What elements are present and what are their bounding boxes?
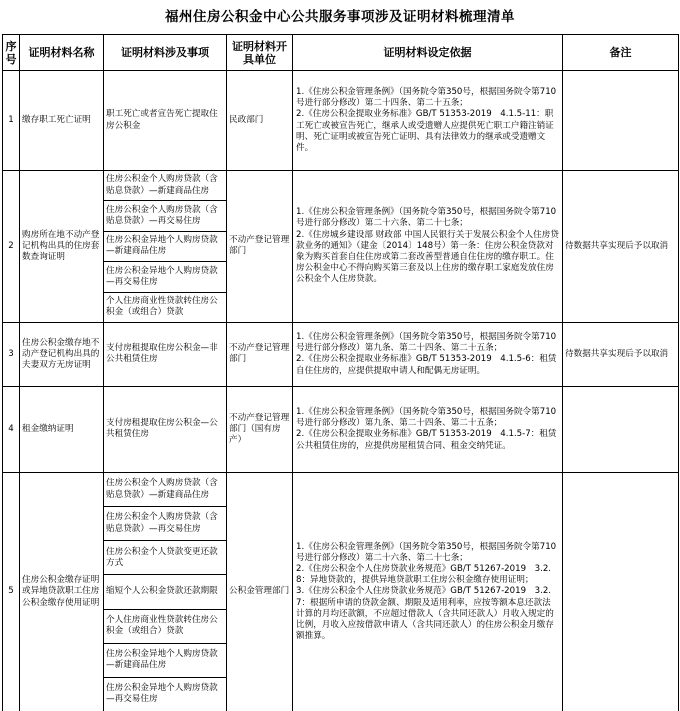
header-remark: 备注 [563,35,679,71]
row-matter: 住房公积金个人购房贷款（含贴息贷款）—再交易住房 [104,507,227,541]
row-matter: 缩短个人公积金贷款还款期限 [104,575,227,609]
header-basis: 证明材料设定依据 [293,35,563,71]
row-seq: 5 [3,472,20,711]
row-material: 住房公积金缴存地不动产登记机构出具的夫妻双方无房证明 [20,322,104,386]
row-issuer: 民政部门 [227,71,293,171]
row-issuer: 不动产登记管理部门（国有房产） [227,386,293,472]
header-material: 证明材料名称 [20,35,104,71]
row-issuer: 公积金管理部门 [227,472,293,711]
row-remark [563,386,679,472]
row-issuer: 不动产登记管理部门 [227,171,293,323]
materials-table [2,34,679,711]
row-matter: 住房公积金个人购房贷款（含贴息贷款）—新建商品住房 [104,171,227,201]
row-basis: 1.《住房公积金管理条例》（国务院令第350号，根据国务院令第710号进行部分修改）第九条、第二十四条、第二十五条； 2.《住房公积金提取业务标准》GB/T 51353-2019 4.1.5-6：租赁自住住房的，应提供提取申请人和配偶无房证明。 [293,322,563,386]
header-issuer: 证明材料开具单位 [227,35,293,71]
row-basis: 1.《住房公积金管理条例》（国务院令第350号，根据国务院令第710号进行部分修改）第九条、第二十四条、第二十五条； 2.《住房公积金提取业务标准》GB/T 51353-2019 4.1.5-7：租赁公共租赁住房的，应提供房屋租赁合同、租金交纳凭证。 [293,386,563,472]
row-basis: 1.《住房公积金管理条例》（国务院令第350号，根据国务院令第710号进行部分修改）第二十四条、第二十五条； 2.《住房公积金提取业务标准》GB/T 51353-2019 4.1.5-11：职工死亡或被宣告死亡，继承人或受遗赠人应提供死亡职工户籍注销证明、死亡证明或被宣告死亡证明、具有法律效力的继承或受遗赠文件。 [293,71,563,171]
row-matter: 住房公积金个人贷款变更还款方式 [104,541,227,575]
row-basis: 1.《住房公积金管理条例》（国务院令第350号，根据国务院令第710号进行部分修改）第二十六条、第二十七条； 2.《住房城乡建设部 财政部 中国人民银行关于发展公积金个人住房贷款业务的通知》（建金〔2014〕148号）第一条：住房公积金贷款对象为购买首套自住住房或第二套改善型普通自住住房的缴存职工。住房公积金中心不得向购买第三套及以上住房的缴存职工家庭发放住房公积金个人住房贷款。 [293,171,563,323]
header-seq: 序号 [3,35,20,71]
table-row [3,171,679,201]
page-title: 福州住房公积金中心公共服务事项涉及证明材料梳理清单 [165,9,515,25]
row-matter: 个人住房商业性贷款转住房公积金（或组合）贷款 [104,609,227,643]
table-row [3,472,679,506]
row-matter: 支付房租提取住房公积金—公共租赁住房 [104,386,227,472]
row-material: 购房所在地不动产登记机构出具的住房套数查询证明 [20,171,104,323]
table-row [3,322,679,386]
row-remark: 待数据共享实现后予以取消 [563,171,679,323]
row-material: 租金缴纳证明 [20,386,104,472]
row-matter: 住房公积金个人购房贷款（含贴息贷款）—新建商品住房 [104,472,227,506]
row-remark: 待数据共享实现后予以取消 [563,322,679,386]
table-row [3,71,679,171]
row-matter: 住房公积金异地个人购房贷款—再交易住房 [104,677,227,711]
row-matter: 职工死亡或者宣告死亡提取住房公积金 [104,71,227,171]
row-matter: 住房公积金异地个人购房贷款—新建商品住房 [104,231,227,261]
row-matter: 住房公积金个人购房贷款（含贴息贷款）—再交易住房 [104,201,227,231]
row-seq: 4 [3,386,20,472]
row-seq: 2 [3,171,20,323]
row-matter: 支付房租提取住房公积金—非公共租赁住房 [104,322,227,386]
row-remark [563,472,679,711]
row-matter: 个人住房商业性贷款转住房公积金（或组合）贷款 [104,292,227,322]
header-matters: 证明材料涉及事项 [104,35,227,71]
row-material: 住房公积金缴存证明或异地贷款职工住房公积金缴存使用证明 [20,472,104,711]
table-row [3,386,679,472]
row-basis: 1.《住房公积金管理条例》（国务院令第350号，根据国务院令第710号进行部分修改）第二十六条、第二十七条； 2.《住房公积金个人住房贷款业务规范》GB/T 51267-2019 3.2.8：异地贷款的，提供异地贷款职工住房公积金缴存使用证明； 3.《住房公积金个人住房贷款业务规范》GB/T 51267-2019 3.2.7：根据所申请的贷款金额、期限及适用利率，应按等额本息还款法计算的月均还款额，不应超过借款人（含共同还款人）月收入规定的比例，月收入应按借款申请人（含共同还款人）的住房公积金月缴存额推算。 [293,472,563,711]
row-issuer: 不动产登记管理部门 [227,322,293,386]
row-seq: 3 [3,322,20,386]
header-row [3,35,679,71]
row-remark [563,71,679,171]
row-matter: 住房公积金异地个人购房贷款—新建商品住房 [104,643,227,677]
row-material: 缴存职工死亡证明 [20,71,104,171]
row-matter: 住房公积金异地个人购房贷款—再交易住房 [104,262,227,292]
row-seq: 1 [3,71,20,171]
